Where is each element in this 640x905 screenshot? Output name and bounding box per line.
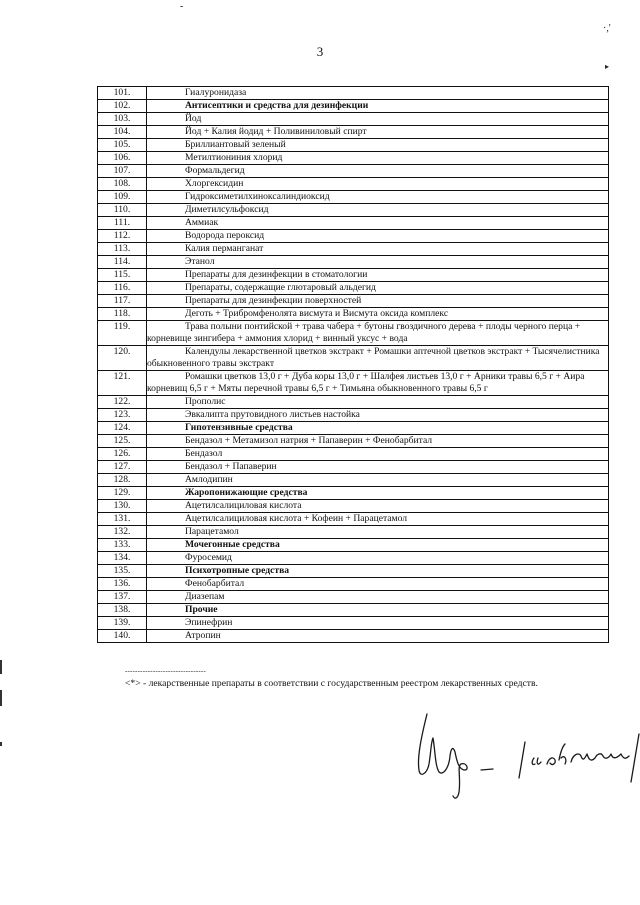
drug-list-body	[98, 87, 609, 643]
row-number: 125.	[98, 435, 147, 448]
table-row	[98, 630, 609, 643]
drug-name: Йод + Калия йодид + Поливиниловый спирт	[147, 126, 609, 139]
group-heading: Прочие	[147, 604, 609, 617]
drug-name: Диметилсульфоксид	[147, 204, 609, 217]
drug-name: Бриллиантовый зеленый	[147, 139, 609, 152]
table-row	[98, 113, 609, 126]
page-number: 3	[316, 44, 324, 59]
table-row	[98, 282, 609, 295]
group-heading: Антисептики и средства для дезинфекции	[147, 100, 609, 113]
row-number: 119.	[98, 321, 147, 346]
drug-name: Деготь + Трибромфенолята висмута и Висмута оксида комплекс	[147, 308, 609, 321]
table-row	[98, 578, 609, 591]
table-row	[98, 526, 609, 539]
table-row	[98, 269, 609, 282]
drug-name: Бендазол + Метамизол натрия + Папаверин + Фенобарбитал	[147, 435, 609, 448]
row-number: 107.	[98, 165, 147, 178]
drug-name: Эпинефрин	[147, 617, 609, 630]
table-row	[98, 409, 609, 422]
table-row	[98, 295, 609, 308]
drug-name: Йод	[147, 113, 609, 126]
table-row	[98, 500, 609, 513]
row-number: 117.	[98, 295, 147, 308]
table-row	[98, 461, 609, 474]
drug-name: Ацетилсалициловая кислота + Кофеин + Парацетамол	[147, 513, 609, 526]
scan-edge-mark	[0, 690, 2, 706]
table-row	[98, 422, 609, 435]
drug-name: Ацетилсалициловая кислота	[147, 500, 609, 513]
row-number: 129.	[98, 487, 147, 500]
table-row	[98, 152, 609, 165]
table-row	[98, 256, 609, 269]
table-row	[98, 539, 609, 552]
scan-edge-mark	[0, 660, 2, 674]
footnote-text: <*> - лекарственные препараты в соответствии с государственным реестром лекарственных средств.	[125, 678, 538, 689]
row-number: 139.	[98, 617, 147, 630]
drug-name: Препараты, содержащие глютаровый альдегид	[147, 282, 609, 295]
drug-name: Гиалуронидаза	[147, 87, 609, 100]
row-number: 116.	[98, 282, 147, 295]
table-row	[98, 191, 609, 204]
drug-name: Фенобарбитал	[147, 578, 609, 591]
row-number: 113.	[98, 243, 147, 256]
drug-name: Диазепам	[147, 591, 609, 604]
table-row	[98, 308, 609, 321]
drug-name: Бендазол + Папаверин	[147, 461, 609, 474]
row-number: 130.	[98, 500, 147, 513]
row-number: 127.	[98, 461, 147, 474]
row-number: 102.	[98, 100, 147, 113]
drug-name: Формальдегид	[147, 165, 609, 178]
drug-name: Парацетамол	[147, 526, 609, 539]
row-number: 131.	[98, 513, 147, 526]
drug-name: Калия перманганат	[147, 243, 609, 256]
drug-name: Этанол	[147, 256, 609, 269]
row-number: 136.	[98, 578, 147, 591]
table-row	[98, 448, 609, 461]
drug-name: Календулы лекарственной цветков экстракт + Ромашки аптечной цветков экстракт + Тысячелистника обыкновенного травы экстракт	[147, 346, 609, 371]
drug-name: Фуросемид	[147, 552, 609, 565]
row-number: 101.	[98, 87, 147, 100]
footnote-separator: --------------------------------	[125, 667, 206, 675]
row-number: 103.	[98, 113, 147, 126]
table-row	[98, 552, 609, 565]
drug-name: Ромашки цветков 13,0 г + Дуба коры 13,0 г + Шалфея листьев 13,0 г + Арники травы 6,5 г + Аира корневищ 6,5 г + Мяты перечной травы 6,5 г + Тимьяна обыкновенного травы 6,5 г	[147, 371, 609, 396]
table-row	[98, 321, 609, 346]
drug-name: Препараты для дезинфекции в стоматологии	[147, 269, 609, 282]
table-row	[98, 126, 609, 139]
table-row	[98, 217, 609, 230]
table-row	[98, 591, 609, 604]
table-row	[98, 87, 609, 100]
row-number: 115.	[98, 269, 147, 282]
row-number: 110.	[98, 204, 147, 217]
drug-name: Водорода пероксид	[147, 230, 609, 243]
drug-list-table	[97, 86, 609, 643]
group-heading: Мочегонные средства	[147, 539, 609, 552]
row-number: 132.	[98, 526, 147, 539]
row-number: 109.	[98, 191, 147, 204]
table-row	[98, 435, 609, 448]
drug-name: Атропин	[147, 630, 609, 643]
table-row	[98, 165, 609, 178]
row-number: 134.	[98, 552, 147, 565]
table-row	[98, 346, 609, 371]
row-number: 123.	[98, 409, 147, 422]
drug-name: Трава полыни понтийской + трава чабера + бутоны гвоздичного дерева + плоды черного перца + корневище зингибера + аммония хлорид + винный уксус + вода	[147, 321, 609, 346]
row-number: 138.	[98, 604, 147, 617]
row-number: 122.	[98, 396, 147, 409]
row-number: 124.	[98, 422, 147, 435]
table-row	[98, 204, 609, 217]
drug-name: Хлоргексидин	[147, 178, 609, 191]
row-number: 111.	[98, 217, 147, 230]
row-number: 128.	[98, 474, 147, 487]
table-row	[98, 604, 609, 617]
drug-name: Гидроксиметилхиноксалиндиоксид	[147, 191, 609, 204]
group-heading: Гипотензивные средства	[147, 422, 609, 435]
row-number: 104.	[98, 126, 147, 139]
table-row	[98, 230, 609, 243]
row-number: 105.	[98, 139, 147, 152]
table-row	[98, 565, 609, 578]
corner-mark-right: ▸	[605, 62, 610, 71]
table-row	[98, 139, 609, 152]
drug-name: Бендазол	[147, 448, 609, 461]
table-row	[98, 371, 609, 396]
drug-name: Амлодипин	[147, 474, 609, 487]
row-number: 114.	[98, 256, 147, 269]
row-number: 118.	[98, 308, 147, 321]
row-number: 121.	[98, 371, 147, 396]
table-row	[98, 617, 609, 630]
table-row	[98, 474, 609, 487]
row-number: 120.	[98, 346, 147, 371]
scan-speck: -	[180, 1, 184, 12]
drug-name: Препараты для дезинфекции поверхностей	[147, 295, 609, 308]
drug-name: Прополис	[147, 396, 609, 409]
row-number: 133.	[98, 539, 147, 552]
table-row	[98, 396, 609, 409]
table-row	[98, 178, 609, 191]
drug-name: Эвкалипта прутовидного листьев настойка	[147, 409, 609, 422]
handwritten-signature	[395, 708, 640, 818]
row-number: 126.	[98, 448, 147, 461]
row-number: 137.	[98, 591, 147, 604]
row-number: 135.	[98, 565, 147, 578]
drug-name: Аммиак	[147, 217, 609, 230]
table-row	[98, 243, 609, 256]
row-number: 108.	[98, 178, 147, 191]
row-number: 112.	[98, 230, 147, 243]
table-row	[98, 100, 609, 113]
scan-edge-mark	[0, 742, 2, 746]
drug-name: Метилтиониния хлорид	[147, 152, 609, 165]
row-number: 106.	[98, 152, 147, 165]
table-row	[98, 513, 609, 526]
group-heading: Психотропные средства	[147, 565, 609, 578]
row-number: 140.	[98, 630, 147, 643]
group-heading: Жаропонижающие средства	[147, 487, 609, 500]
corner-mark-top: ·,'	[603, 23, 611, 34]
table-row	[98, 487, 609, 500]
